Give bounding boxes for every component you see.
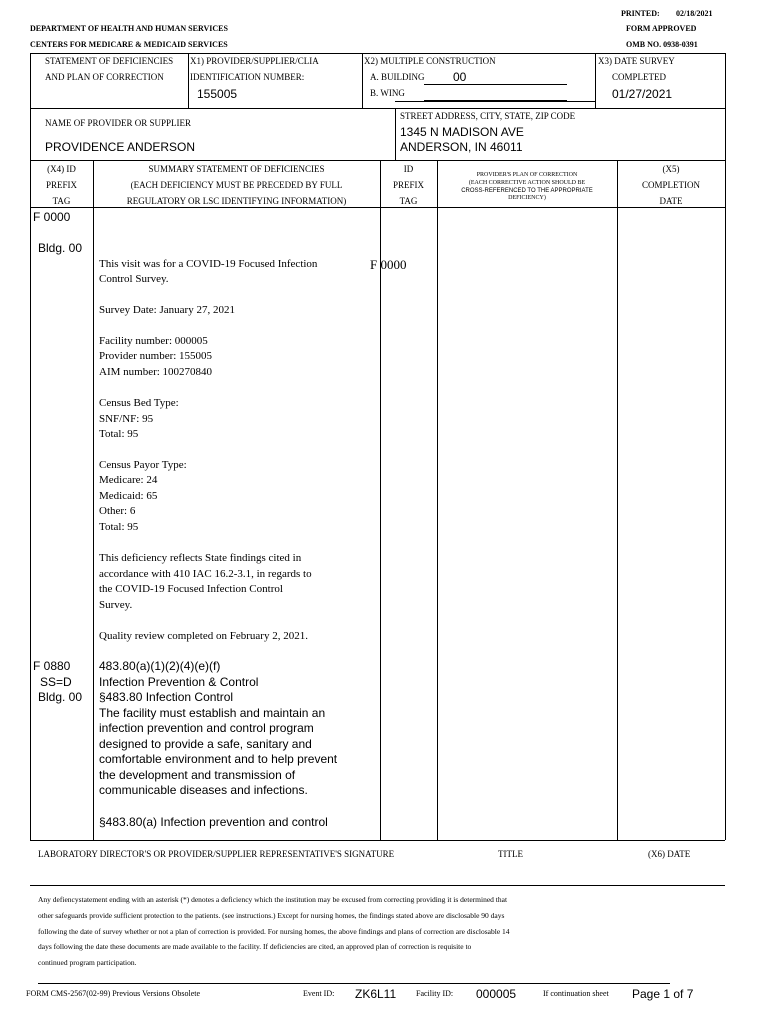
col-id-1: ID	[403, 164, 414, 174]
col-summary-2: (EACH DEFICIENCY MUST BE PRECEDED BY FULL	[130, 180, 343, 190]
disclaimer-line-4: days following the date these documents are made available to the facility. If deficiencies are cited, an approved plan of correction is requisite to	[38, 942, 472, 951]
x3-label-2: COMPLETED	[612, 72, 666, 82]
survey-date: Survey Date: January 27, 2021	[99, 304, 235, 316]
statement-label-2: AND PLAN OF CORRECTION	[45, 72, 164, 82]
bldg-1: Bldg. 00	[38, 241, 83, 255]
visit-line-2: Control Survey.	[99, 273, 169, 285]
department-name: DEPARTMENT OF HEALTH AND HUMAN SERVICES	[30, 24, 228, 33]
census-bed-type: Census Bed Type:	[99, 397, 179, 409]
col-summary-3: REGULATORY OR LSC IDENTIFYING INFORMATION)	[126, 196, 347, 206]
event-id-value: ZK6L11	[355, 987, 397, 1001]
reg-line-8: the development and transmission of	[99, 768, 296, 782]
signature-label: LABORATORY DIRECTOR'S OR PROVIDER/SUPPLIER REPRESENTATIVE'S SIGNATURE	[38, 849, 395, 859]
disclaimer-line-2: other safeguards provide sufficient protection to the patients. (see instructions.) Except for nursing homes, the findings stated above are disclosable 90 days	[38, 911, 505, 920]
disclaimer-line-5: continued program participation.	[38, 958, 137, 967]
continuation-label: If continuation sheet	[543, 989, 609, 998]
col-x4-2: PREFIX	[45, 180, 77, 190]
survey-completed-date: 01/27/2021	[612, 87, 673, 101]
event-id-label: Event ID:	[303, 989, 335, 998]
disclaimer-line-1: Any defiencystatement ending with an asterisk (*) denotes a deficiency which the institution may be excused from correcting providing it is determined that	[38, 895, 508, 904]
building-label: A. BUILDING	[370, 72, 425, 82]
reflects-line-1: This deficiency reflects State findings cited in	[99, 552, 302, 564]
provider-number: Provider number: 155005	[99, 350, 213, 362]
col-x4-1: (X4) ID	[47, 164, 76, 174]
page-number: Page 1 of 7	[632, 987, 694, 1001]
wing-label: B. WING	[370, 88, 405, 98]
quality-review: Quality review completed on February 2, 2021.	[99, 630, 308, 642]
x1-label-2: IDENTIFICATION NUMBER:	[190, 72, 305, 82]
reg-line-10: §483.80(a) Infection prevention and control	[99, 815, 328, 829]
reg-line-9: communicable diseases and infections.	[99, 783, 308, 797]
reg-line-7: comfortable environment and to help prevent	[99, 752, 338, 766]
total-payor: Total: 95	[99, 521, 139, 533]
title-label: TITLE	[498, 849, 523, 859]
col-x5-2: COMPLETION	[642, 180, 700, 190]
provider-id-number: 155005	[197, 87, 238, 101]
col-plan-4: DEFICIENCY)	[508, 195, 546, 201]
other: Other: 6	[99, 505, 136, 517]
reg-line-6: designed to provide a safe, sanitary and	[99, 737, 312, 751]
x1-label: X1) PROVIDER/SUPPLIER/CLIA	[190, 56, 319, 66]
reflects-line-3: the COVID-19 Focused Infection Control	[99, 583, 283, 595]
form-approved: FORM APPROVED	[626, 24, 697, 33]
form-number: FORM CMS-2567(02-99) Previous Versions Obsolete	[26, 989, 201, 998]
x2-label: X2) MULTIPLE CONSTRUCTION	[364, 56, 496, 66]
building-value: 00	[453, 70, 467, 84]
snf-nf: SNF/NF: 95	[99, 413, 154, 425]
tag-f0880: F 0880	[33, 659, 71, 673]
scope-severity: SS=D	[40, 675, 72, 689]
medicare: Medicare: 24	[99, 474, 158, 486]
tag-f0000: F 0000	[33, 210, 71, 224]
reg-line-4: The facility must establish and maintain an	[99, 706, 326, 720]
col-x5-3: DATE	[659, 196, 683, 206]
col-summary-1: SUMMARY STATEMENT OF DEFICIENCIES	[148, 164, 325, 174]
col-plan-3: CROSS-REFERENCED TO THE APPROPRIATE	[461, 188, 593, 194]
col-plan-1: PROVIDER'S PLAN OF CORRECTION	[476, 172, 578, 178]
col-id-3: TAG	[399, 196, 418, 206]
facility-number: Facility number: 000005	[99, 335, 208, 347]
address-label: STREET ADDRESS, CITY, STATE, ZIP CODE	[400, 111, 576, 121]
facility-id-label: Facility ID:	[416, 989, 454, 998]
medicaid: Medicaid: 65	[99, 490, 158, 502]
provider-name: PROVIDENCE ANDERSON	[45, 140, 196, 154]
statement-label-1: STATEMENT OF DEFICIENCIES	[45, 56, 174, 66]
total-bed: Total: 95	[99, 428, 139, 440]
x3-label: X3) DATE SURVEY	[598, 56, 675, 66]
provider-name-label: NAME OF PROVIDER OR SUPPLIER	[45, 118, 192, 128]
address-line-2: ANDERSON, IN 46011	[400, 140, 523, 154]
col-plan-2: (EACH CORRECTIVE ACTION SHOULD BE	[468, 180, 586, 186]
reg-line-1: 483.80(a)(1)(2)(4)(e)(f)	[99, 659, 221, 673]
address-line-1: 1345 N MADISON AVE	[400, 125, 524, 139]
reg-line-3: §483.80 Infection Control	[99, 690, 234, 704]
col-id-2: PREFIX	[392, 180, 424, 190]
col-x4-3: TAG	[52, 196, 71, 206]
bldg-2: Bldg. 00	[38, 690, 83, 704]
col-x5-1: (X5)	[662, 164, 680, 174]
centers-name: CENTERS FOR MEDICARE & MEDICAID SERVICES	[30, 40, 228, 49]
printed-label: PRINTED:	[621, 9, 660, 18]
reg-line-5: infection prevention and control program	[99, 721, 314, 735]
reflects-line-4: Survey.	[99, 599, 133, 611]
facility-id-value: 000005	[476, 987, 517, 1001]
aim-number: AIM number: 100270840	[99, 366, 213, 378]
visit-line-1: This visit was for a COVID-19 Focused Infection	[99, 258, 318, 270]
right-tag-f0000: F 0000	[370, 257, 407, 272]
printed-date: 02/18/2021	[676, 9, 713, 18]
x6-date-label: (X6) DATE	[648, 849, 691, 859]
reg-line-2: Infection Prevention & Control	[99, 675, 259, 689]
census-payor-type: Census Payor Type:	[99, 459, 187, 471]
disclaimer-line-3: following the date of survey whether or not a plan of correction is provided. For nursing homes, the above findings and plans of correction are disclosable 14	[38, 927, 510, 936]
omb-number: OMB NO. 0938-0391	[626, 40, 698, 49]
reflects-line-2: accordance with 410 IAC 16.2-3.1, in regards to	[99, 568, 312, 580]
